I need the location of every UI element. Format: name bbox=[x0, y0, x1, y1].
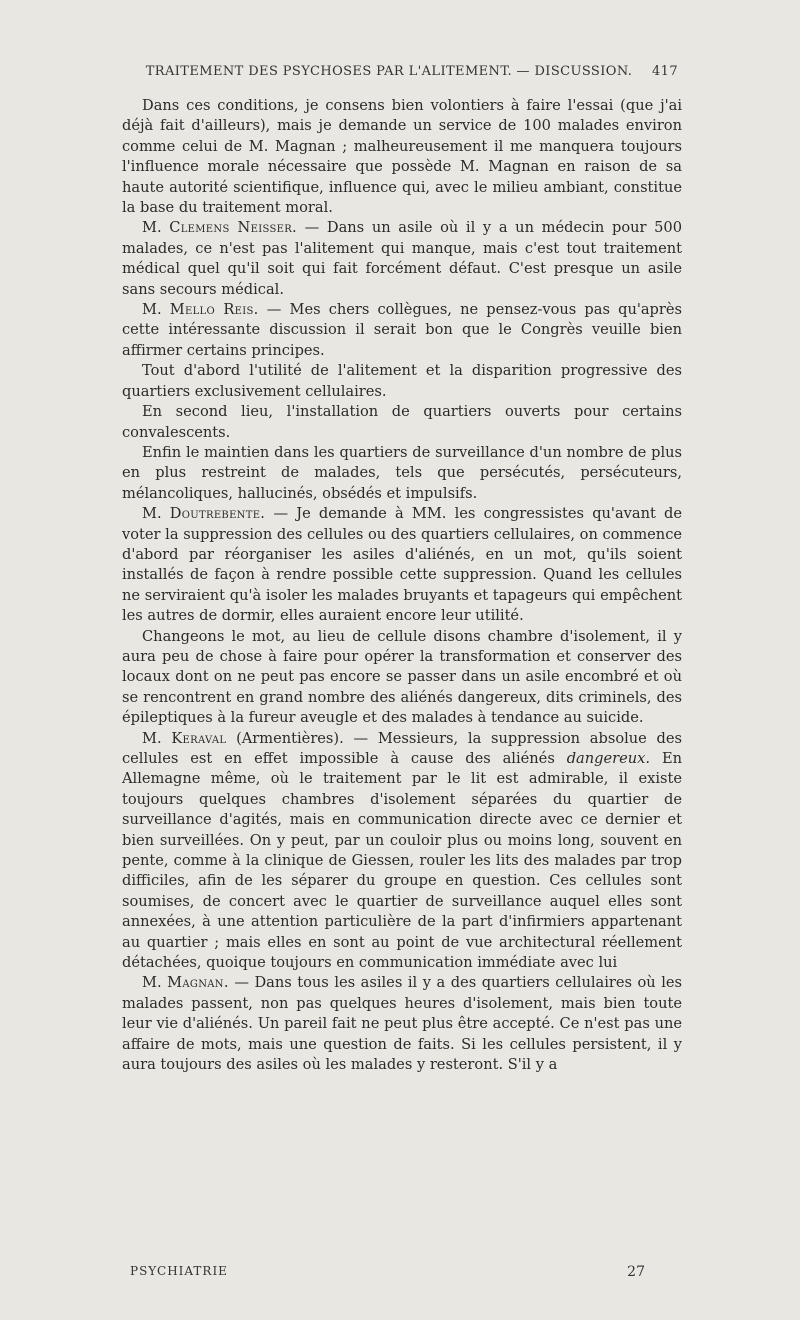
paragraph: M. Doutrebente. — Je demande à MM. les congressistes qu'avant de voter la suppression des cellules ou des quartiers cellulaires, on commence d'abord par réorganiser les asiles d'aliénés, en un mot, qu'ils soient installés de façon à rendre possible cette suppression. Quand les cellules ne serviraient qu'à isoler les malades bruyants et tapageurs qui empêchent les autres de dormir, elles auraient encore leur utilité. bbox=[122, 505, 683, 625]
paragraph: M. Mello Reis. — Mes chers collègues, ne pensez-vous pas qu'après cette intéressante discussion il serait bon que le Congrès veuille bien affirmer certains principes. bbox=[122, 301, 682, 359]
speaker-prefix: M. bbox=[142, 219, 162, 237]
emphasis: dangereux. bbox=[566, 750, 651, 767]
page-number: 417 bbox=[651, 64, 678, 79]
speaker-name: Doutrebente. bbox=[169, 505, 266, 523]
paragraph: Enfin le maintien dans les quartiers de surveillance d'un nombre de plus en plus restreint de malades, tels que persécutés, persécuteurs, mélancoliques, hallucinés, obsédés et impulsifs. bbox=[122, 443, 682, 502]
running-head bbox=[130, 64, 678, 86]
speaker-prefix: M. bbox=[142, 974, 162, 992]
running-title: TRAITEMENT DES PSYCHOSES PAR L'ALITEMENT. — DISCUSSION. bbox=[145, 64, 633, 79]
speaker-prefix: M. bbox=[142, 301, 162, 319]
paragraph: M. Clemens Neisser. — Dans un asile où il y a un médecin pour 500 malades, ce n'est pas l'alitement qui manque, mais c'est tout traitement médical quel qu'il soit qui fait forcément défaut. C'est presque un asile sans secours médical. bbox=[122, 219, 682, 298]
paragraph: Changeons le mot, au lieu de cellule disons chambre d'isolement, il y aura peu de chose à faire pour opérer la transformation et conserver des locaux dont on ne peut pas encore se passer dans un asile encombré et où se rencontrent en grand nombre des aliénés dangereux, dits criminels, des épileptiques à la fureur aveugle et des malades à tendance au suicide. bbox=[122, 627, 682, 727]
body-text bbox=[122, 96, 682, 1076]
speaker-name: Magnan. bbox=[167, 974, 229, 992]
page-footer bbox=[130, 1264, 670, 1280]
paragraph: M. Magnan. — Dans tous les asiles il y a des quartiers cellulaires où les malades passent, non pas quelques heures d'isolement, mais bien toute leur vie d'aliénés. Un pareil fait ne peut plus être accepté. Ce n'est pas une affaire de mots, mais une question de faits. Si les cellules persistent, il y aura toujours des asiles où les malades y resteront. S'il y a bbox=[122, 974, 683, 1074]
speaker-name: Keraval bbox=[171, 729, 227, 747]
speaker-name: Clemens Neisser. bbox=[169, 219, 297, 237]
signature-mark: 27 bbox=[627, 1264, 645, 1280]
speaker-name: Mello Reis. bbox=[169, 301, 259, 319]
paragraph: Dans ces conditions, je consens bien volontiers à faire l'essai (que j'ai déjà fait d'ailleurs), mais je demande un service de 100 malades environ comme celui de M. Magnan ; malheureusement il me manquera toujours l'influence morale nécessaire que possède M. Magnan en raison de sa haute autorité scientifique, influence qui, avec le milieu ambiant, constitue la base du traitement moral. bbox=[122, 97, 682, 217]
speaker-prefix: M. bbox=[142, 729, 162, 747]
paragraph: En second lieu, l'installation de quartiers ouverts pour certains convalescents. bbox=[122, 403, 682, 441]
footer-label: PSYCHIATRIE bbox=[130, 1264, 228, 1278]
speaker-prefix: M. bbox=[142, 505, 162, 523]
paragraph: M. Keraval (Armentières). — Messieurs, la suppression absolue des cellules est en effet impossible à cause des aliénés dangereux. En Allemagne même, où le traitement par le lit est admirable, il existe toujours quelques chambres d'isolement séparées du quartier de surveillance d'agités, mais en communication directe avec ce dernier et bien surveillées. On y peut, par un couloir plus ou moins long, souvent en pente, comme à la clinique de Giessen, rouler les lits des malades par trop difficiles, afin de les séparer du groupe en question. Ces cellules sont soumises, de concert avec le quartier de surveillance auquel elles sont annexées, à une attention particulière de la part d'infirmiers appartenant au quartier ; mais elles en sont au point de vue architectural réellement détachées, quoique toujours en communication immédiate avec lui bbox=[122, 729, 683, 972]
paragraph: Tout d'abord l'utilité de l'alitement et la disparition progressive des quartiers exclusivement cellulaires. bbox=[122, 362, 682, 400]
